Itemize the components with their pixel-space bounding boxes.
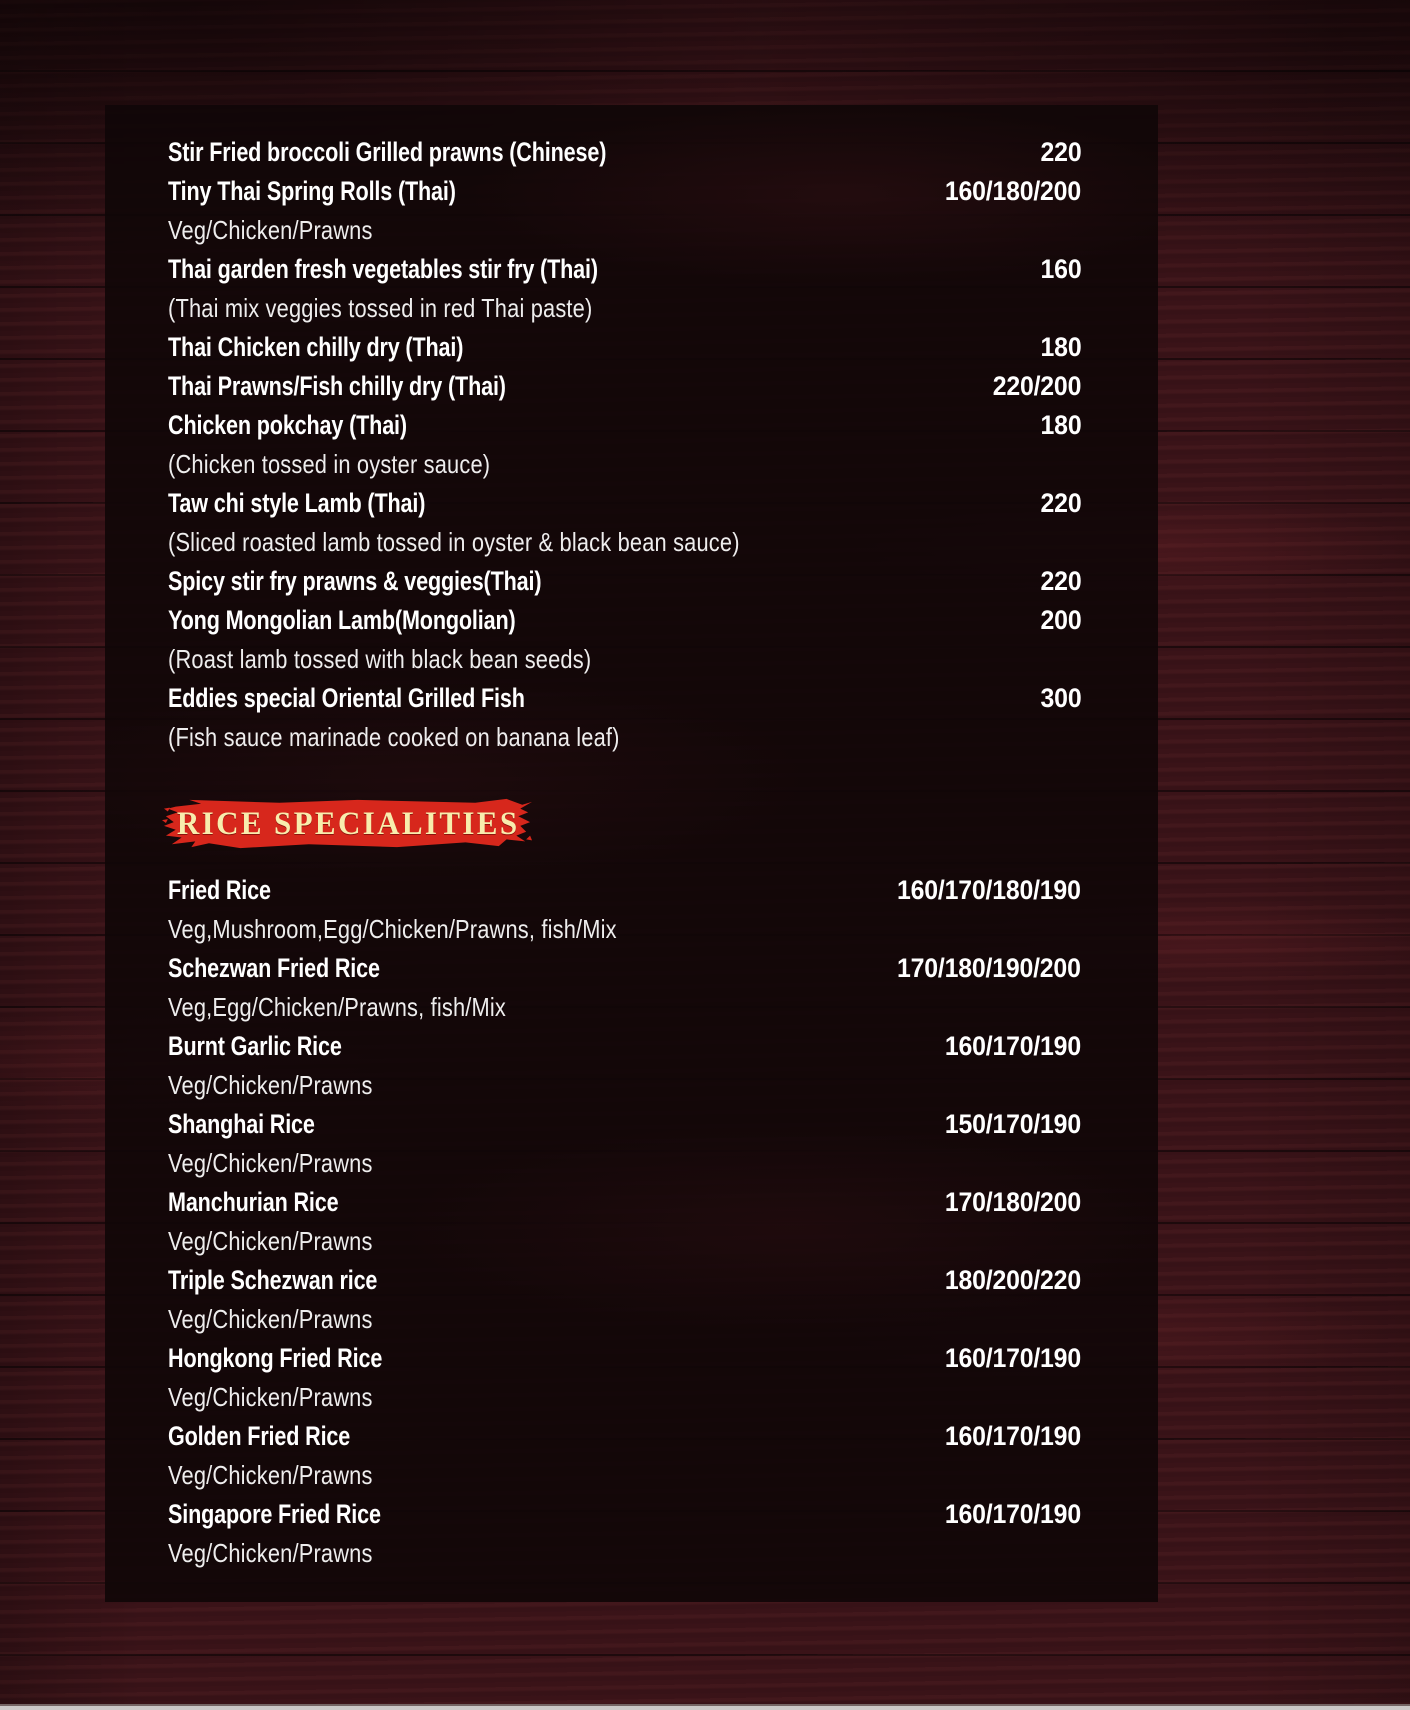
menu-item-row [168,601,1081,640]
menu-item-price: 180 [1040,410,1081,440]
menu-item-row [168,1339,1081,1378]
menu-item-row [168,949,1081,988]
menu-item-price: 170/180/200 [944,1187,1081,1217]
page-bottom-edge [0,1704,1410,1710]
menu-list [168,133,1081,1573]
menu-item-name: Shanghai Rice [168,1109,315,1139]
menu-item-name: Thai Prawns/Fish chilly dry (Thai) [168,371,506,401]
menu-item-row [168,172,1081,211]
menu-item-price: 160 [1040,254,1081,284]
menu-item-desc-row [168,988,1081,1027]
menu-item-price: 160/170/180/190 [897,875,1081,905]
menu-item-row [168,484,1081,523]
menu-item-desc: Veg/Chicken/Prawns [168,1382,373,1412]
menu-item-name: Taw chi style Lamb (Thai) [168,488,426,518]
menu-item-desc: Veg/Chicken/Prawns [168,1070,373,1100]
menu-item-desc-row [168,1456,1081,1495]
menu-item-price: 200 [1040,605,1081,635]
menu-item-desc-row [168,1378,1081,1417]
menu-item-desc-row [168,211,1081,250]
menu-item-desc-row [168,1066,1081,1105]
menu-item-desc-row [168,523,1081,562]
menu-item-desc-row [168,640,1081,679]
menu-item-desc-row [168,289,1081,328]
menu-item-row [168,1417,1081,1456]
menu-item-desc-row [168,445,1081,484]
menu-item-row [168,133,1081,172]
menu-item-desc: Veg/Chicken/Prawns [168,1148,373,1178]
menu-item-desc: Veg/Chicken/Prawns [168,215,373,245]
menu-item-desc: (Sliced roasted lamb tossed in oyster & black bean sauce) [168,527,740,557]
menu-item-name: Spicy stir fry prawns & veggies(Thai) [168,566,542,596]
menu-item-name: Burnt Garlic Rice [168,1031,342,1061]
menu-item-price: 170/180/190/200 [897,953,1081,983]
menu-item-desc-row [168,1144,1081,1183]
menu-item-row [168,406,1081,445]
menu-item-name: Thai garden fresh vegetables stir fry (Thai) [168,254,598,284]
menu-item-desc: (Chicken tossed in oyster sauce) [168,449,491,479]
menu-item-row [168,367,1081,406]
menu-item-price: 160/170/190 [944,1499,1081,1529]
section-header-label: RICE SPECIALITIES [176,805,520,842]
menu-item-price: 150/170/190 [944,1109,1081,1139]
menu-item-row [168,562,1081,601]
menu-item-row [168,679,1081,718]
menu-item-price: 300 [1040,683,1081,713]
menu-item-name: Hongkong Fried Rice [168,1343,383,1373]
menu-item-desc: Veg/Chicken/Prawns [168,1226,373,1256]
menu-item-price: 220 [1040,488,1081,518]
menu-item-row [168,871,1081,910]
menu-item-row [168,1261,1081,1300]
menu-item-name: Triple Schezwan rice [168,1265,378,1295]
section-header-banner [162,797,534,851]
menu-item-row [168,1027,1081,1066]
menu-item-price: 160/170/190 [944,1343,1081,1373]
menu-item-desc: Veg/Chicken/Prawns [168,1538,373,1568]
menu-item-name: Singapore Fried Rice [168,1499,381,1529]
menu-item-price: 160/170/190 [944,1421,1081,1451]
menu-item-row [168,1105,1081,1144]
menu-item-name: Schezwan Fried Rice [168,953,380,983]
menu-item-desc-row [168,1534,1081,1573]
menu-item-price: 180/200/220 [944,1265,1081,1295]
menu-panel [105,105,1158,1602]
menu-item-price: 220 [1040,566,1081,596]
menu-item-name: Fried Rice [168,875,271,905]
menu-item-name: Yong Mongolian Lamb(Mongolian) [168,605,516,635]
menu-item-name: Manchurian Rice [168,1187,339,1217]
menu-item-row [168,250,1081,289]
menu-item-desc-row [168,1222,1081,1261]
menu-item-price: 160/180/200 [944,176,1081,206]
menu-item-name: Thai Chicken chilly dry (Thai) [168,332,464,362]
menu-item-name: Golden Fried Rice [168,1421,351,1451]
menu-item-desc-row [168,910,1081,949]
menu-item-desc: Veg/Chicken/Prawns [168,1460,373,1490]
menu-item-desc: (Roast lamb tossed with black bean seeds) [168,644,592,674]
menu-item-price: 220 [1040,137,1081,167]
menu-item-name: Stir Fried broccoli Grilled prawns (Chinese) [168,137,607,167]
menu-item-price: 220/200 [992,371,1081,401]
menu-item-desc-row [168,718,1081,757]
menu-item-desc: (Thai mix veggies tossed in red Thai paste) [168,293,593,323]
menu-item-price: 180 [1040,332,1081,362]
menu-item-desc: Veg/Chicken/Prawns [168,1304,373,1334]
menu-item-name: Tiny Thai Spring Rolls (Thai) [168,176,456,206]
menu-item-row [168,1495,1081,1534]
menu-item-desc: (Fish sauce marinade cooked on banana leaf) [168,722,620,752]
menu-item-desc: Veg,Egg/Chicken/Prawns, fish/Mix [168,992,506,1022]
menu-item-row [168,328,1081,367]
menu-item-price: 160/170/190 [944,1031,1081,1061]
menu-item-row [168,1183,1081,1222]
menu-item-name: Eddies special Oriental Grilled Fish [168,683,525,713]
menu-item-desc-row [168,1300,1081,1339]
menu-item-desc: Veg,Mushroom,Egg/Chicken/Prawns, fish/Mix [168,914,617,944]
menu-item-name: Chicken pokchay (Thai) [168,410,407,440]
